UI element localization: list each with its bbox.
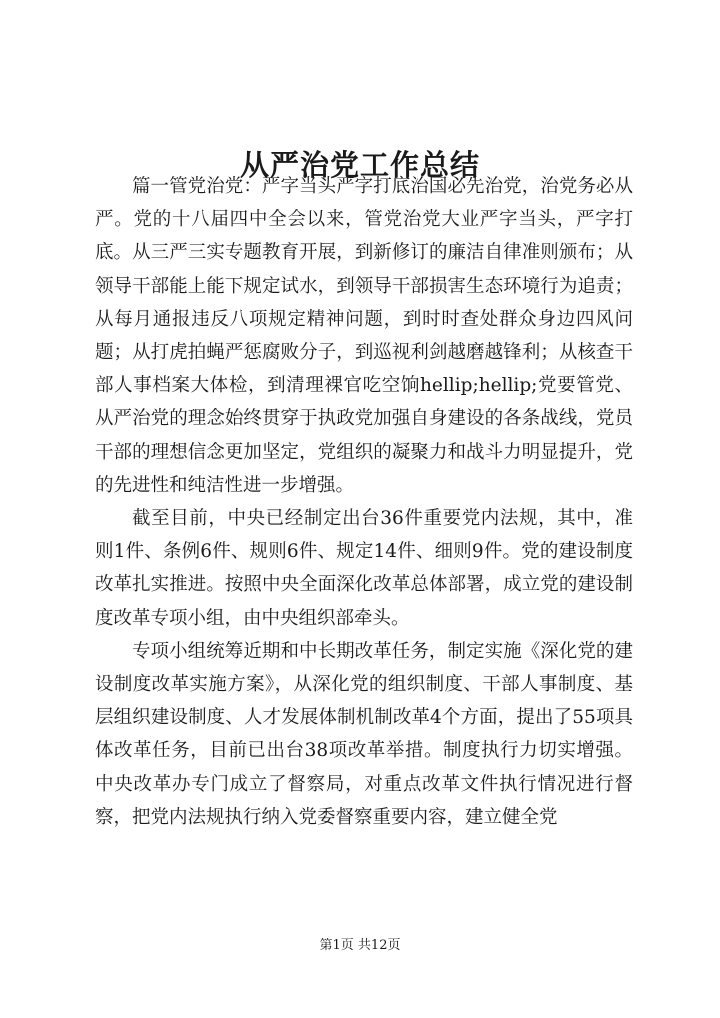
- document-body: [95, 170, 633, 834]
- document-title: 从严治党工作总结: [239, 148, 480, 183]
- page-number-footer: 第1页 共12页: [319, 938, 401, 953]
- paragraph-3: 专项小组统筹近期和中长期改革任务，制定实施《深化党的建设制度改革实施方案》，从深化党的组织制度、干部人事制度、基层组织建设制度、人才发展体制机制改革4个方面，提出了55项具体改革任务，目前已出台38项改革举措。制度执行力切实增强。中央改革办专门成立了督察局，对重点改革文件执行情况进行督察，把党内法规执行纳入党委督察重要内容，建立健全党: [95, 640, 633, 828]
- paragraph-2: 截至目前，中央已经制定出台36件重要党内法规，其中，准则1件、条例6件、规则6件、规定14件、细则9件。党的建设制度改革扎实推进。按照中央全面深化改革总体部署，成立党的建设制度改革专项小组，由中央组织部牵头。: [95, 508, 633, 629]
- paragraph-1: 篇一管党治党：严字当头严字打底治国必先治党，治党务必从严。党的十八届四中全会以来，管党治党大业严字当头，严字打底。从三严三实专题教育开展，到新修订的廉洁自律准则颁布；从领导干部能上能下规定试水，到领导干部损害生态环境行为追责；从每月通报违反八项规定精神问题，到时时查处群众身边四风问题；从打虎拍蝇严惩腐败分子，到巡视利剑越磨越锋利；从核查干部人事档案大体检，到清理裸官吃空饷hellip;hellip;党要管党、从严治党的理念始终贯穿于执政党加强自身建设的各条战线，党员干部的理想信念更加坚定，党组织的凝聚力和战斗力明显提升，党的先进性和纯洁性进一步增强。: [95, 176, 633, 496]
